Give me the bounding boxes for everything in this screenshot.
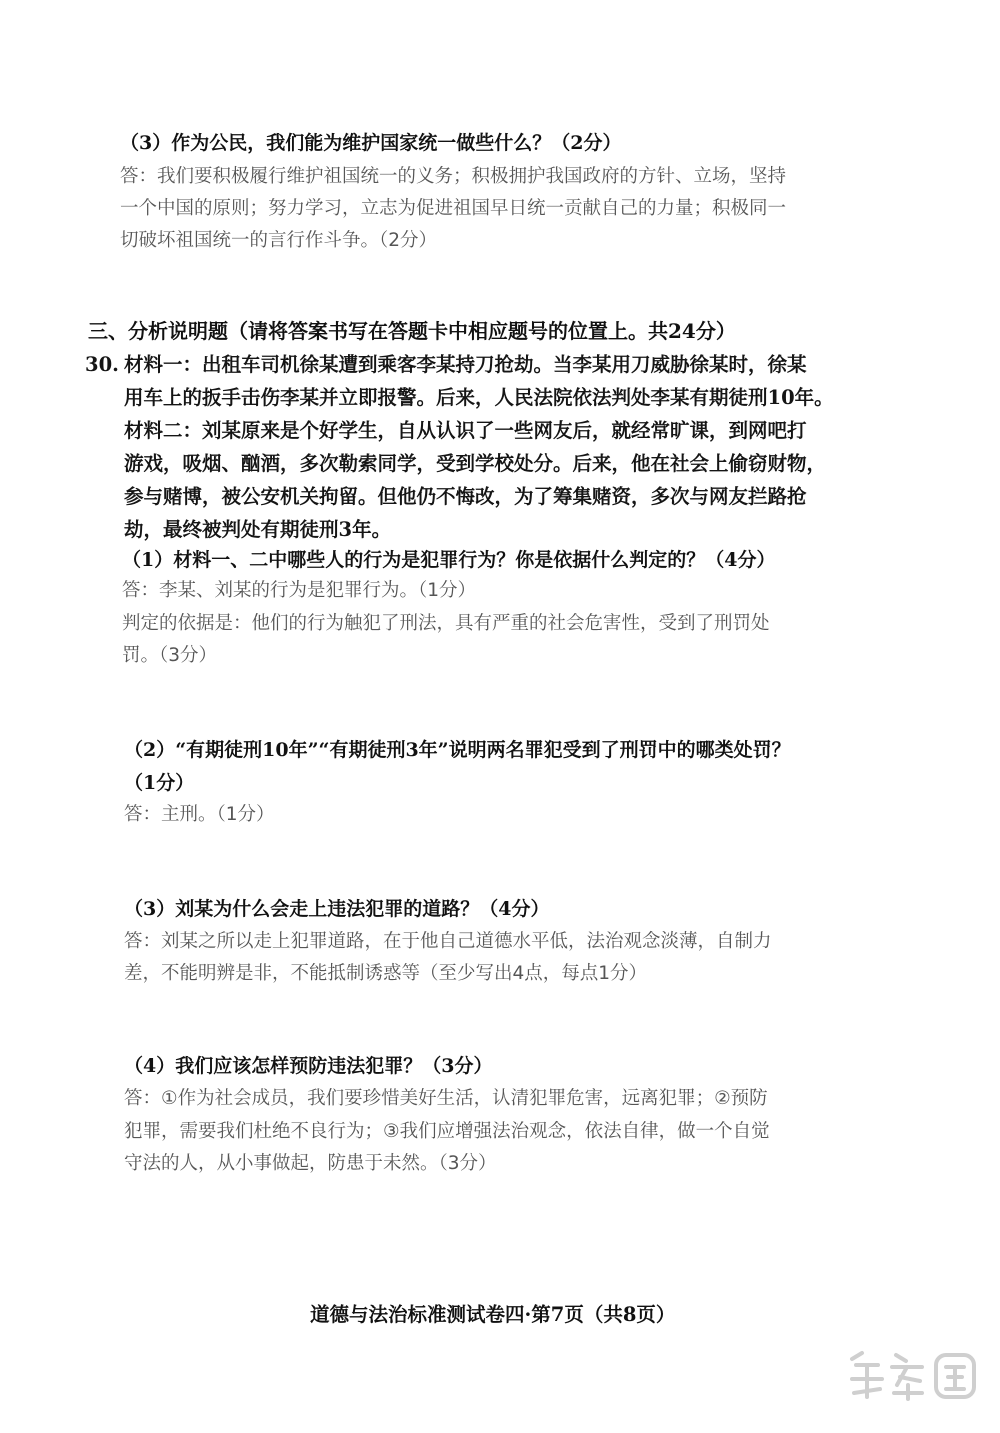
section-heading: 三、分析说明题（请将答案书写在答题卡中相应题号的位置上。共24分） — [88, 319, 736, 343]
q30-material1-line-2: 用车上的扳手击伤李某并立即报警。后来，人民法院依法判处李某有期徒刑10年。 — [124, 386, 834, 409]
q30-1-answer-line-3: 罚。（3分） — [122, 645, 218, 666]
page-footer: 道德与法治标准测试卷四·第7页（共8页） — [310, 1303, 676, 1326]
q30-1-answer-line-2: 判定的依据是：他们的行为触犯了刑法，具有严重的社会危害性，受到了刑罚处 — [122, 613, 770, 634]
q30-4-answer-line-2: 犯罪，需要我们杜绝不良行为；③我们应增强法治观念，依法自律，做一个自觉 — [124, 1121, 770, 1142]
q30-material1-line-1: 材料一：出租车司机徐某遭到乘客李某持刀抢劫。当李某用刀威胁徐某时，徐某 — [124, 353, 807, 376]
q30-material2-line-4: 劫，最终被判处有期徒刑3年。 — [124, 518, 392, 541]
q30-material2-line-2: 游戏，吸烟、酗酒，多次勒索同学，受到学校处分。后来，他在社会上偷窃财物， — [124, 452, 827, 475]
q30-4-answer-line-3: 守法的人，从小事做起，防患于未然。（3分） — [124, 1153, 497, 1174]
q29-3-answer-line-1: 答：我们要积极履行维护祖国统一的义务；积极拥护我国政府的方针、立场，坚持 — [120, 166, 787, 187]
q30-3-question: （3）刘某为什么会走上违法犯罪的道路？（4分） — [124, 898, 550, 920]
q30-1-question: （1）材料一、二中哪些人的行为是犯罪行为？你是依据什么判定的？（4分） — [122, 549, 776, 571]
q30-number: 30. — [85, 353, 119, 376]
q30-4-answer-line-1: 答：①作为社会成员，我们要珍惜美好生活，认清犯罪危害，远离犯罪；②预防 — [124, 1088, 768, 1109]
q30-material2-line-3: 参与赌博，被公安机关拘留。但他仍不悔改，为了筹集赌资，多次与网友拦路抢 — [124, 485, 807, 508]
q30-2-question-line-1: （2）“有期徒刑10年”“有期徒刑3年”说明两名罪犯受到了刑罚中的哪类处罚？ — [124, 739, 791, 761]
q30-3-answer-line-1: 答：刘某之所以走上犯罪道路，在于他自己道德水平低，法治观念淡薄，自制力 — [124, 931, 772, 952]
q30-1-answer-line-1: 答：李某、刘某的行为是犯罪行为。（1分） — [122, 580, 477, 601]
watermark-logo-icon — [842, 1345, 982, 1403]
q30-3-answer-line-2: 差，不能明辨是非，不能抵制诱惑等（至少写出4点，每点1分） — [124, 963, 648, 984]
q29-3-question: （3）作为公民，我们能为维护国家统一做些什么？（2分） — [120, 132, 622, 154]
q29-3-answer-line-3: 切破坏祖国统一的言行作斗争。（2分） — [120, 230, 438, 251]
q30-4-question: （4）我们应该怎样预防违法犯罪？（3分） — [124, 1055, 493, 1077]
q30-material2-line-1: 材料二：刘某原来是个好学生，自从认识了一些网友后，就经常旷课，到网吧打 — [124, 419, 807, 442]
q29-3-answer-line-2: 一个中国的原则；努力学习，立志为促进祖国早日统一贡献自己的力量；积极同一 — [120, 198, 787, 219]
q30-2-answer: 答：主刑。（1分） — [124, 804, 275, 825]
q30-2-question-line-2: （1分） — [124, 772, 195, 794]
watermark-logo — [842, 1345, 982, 1425]
